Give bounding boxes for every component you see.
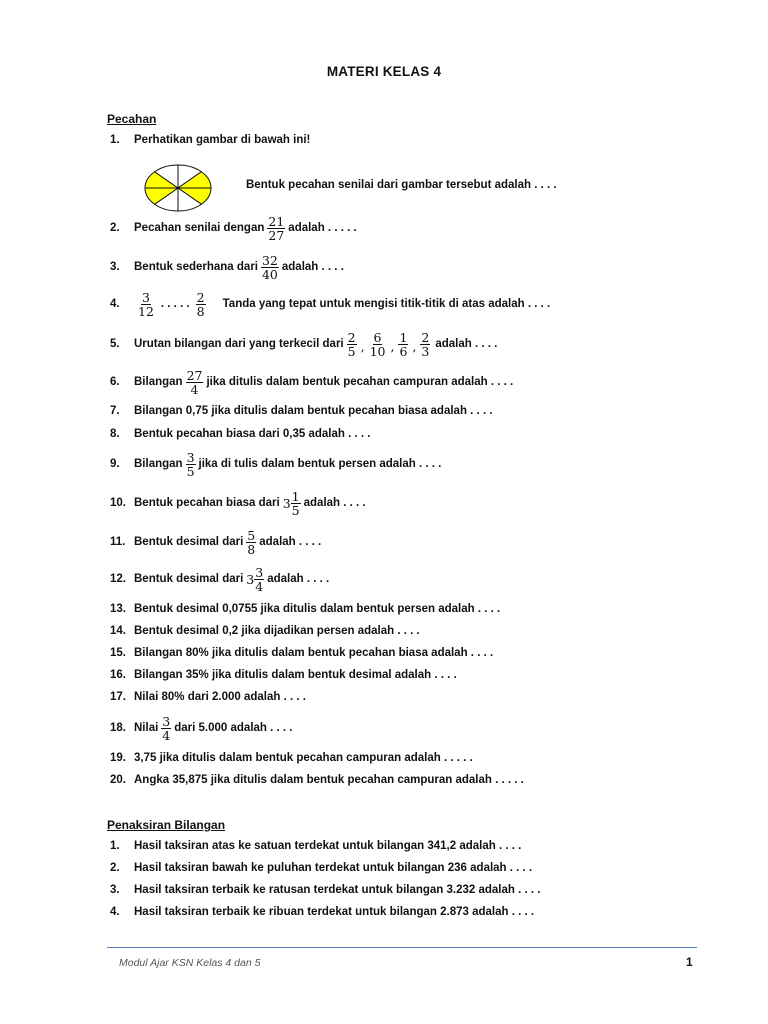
question-20 xyxy=(110,774,524,786)
page-number: 1 xyxy=(686,955,693,969)
question-post: dari 5.000 adalah . . . . xyxy=(174,722,293,734)
question-12 xyxy=(110,564,329,594)
question-number: 10. xyxy=(110,497,126,509)
question-text xyxy=(134,566,329,593)
question-number: 9. xyxy=(110,458,120,470)
question-6 xyxy=(110,367,513,397)
question-number: 12. xyxy=(110,573,126,585)
question-text xyxy=(134,451,441,478)
question-16 xyxy=(110,669,457,681)
question-text: Hasil taksiran atas ke satuan terdekat untuk bilangan 341,2 adalah . . . . xyxy=(134,840,522,852)
question-9 xyxy=(110,449,441,479)
question-text: Bentuk desimal 0,0755 jika ditulis dalam bentuk persen adalah . . . . xyxy=(134,603,501,615)
question-number: 11. xyxy=(110,536,126,548)
denominator: 6 xyxy=(399,343,408,359)
question-number: 4. xyxy=(110,298,120,310)
question-5 xyxy=(110,329,497,359)
denominator: 4 xyxy=(162,727,171,743)
fraction xyxy=(254,566,264,593)
question-11 xyxy=(110,527,321,557)
question-number: 3. xyxy=(110,261,120,273)
numerator: 2 xyxy=(196,289,205,305)
numerator: 1 xyxy=(399,329,408,345)
question-number: 6. xyxy=(110,376,120,388)
fraction xyxy=(347,331,357,358)
question-13 xyxy=(110,603,500,615)
question-number: 4. xyxy=(110,906,120,918)
separator: , xyxy=(390,338,395,354)
numerator: 3 xyxy=(255,564,264,580)
question-pre: Bentuk pecahan biasa dari xyxy=(134,497,280,509)
question-18 xyxy=(110,713,293,743)
question-pre: Urutan bilangan dari yang terkecil dari xyxy=(134,338,344,350)
question-number: 1. xyxy=(110,134,120,146)
estimation-question-1 xyxy=(110,840,521,852)
question-pre: Nilai xyxy=(134,722,159,734)
question-1 xyxy=(110,134,310,146)
question-text xyxy=(134,490,366,517)
section-heading-penaksiran: Penaksiran Bilangan xyxy=(107,818,226,832)
question-pre: Bentuk desimal dari xyxy=(134,573,244,585)
fraction xyxy=(291,490,301,517)
comparison-dots: . . . . . xyxy=(160,298,190,310)
question-text: Hasil taksiran bawah ke puluhan terdekat untuk bilangan 236 adalah . . . . xyxy=(134,862,533,874)
denominator: 40 xyxy=(261,266,278,282)
question-post: adalah . . . . xyxy=(259,536,322,548)
question-number: 14. xyxy=(110,625,126,637)
question-number: 8. xyxy=(110,428,120,440)
fraction xyxy=(261,254,279,281)
question-text: Perhatikan gambar di bawah ini! xyxy=(134,134,311,146)
question-8 xyxy=(110,428,370,440)
question-14 xyxy=(110,625,420,637)
denominator: 5 xyxy=(291,502,300,518)
separator: , xyxy=(412,338,417,354)
question-text xyxy=(134,715,293,742)
numerator: 5 xyxy=(247,527,256,543)
question-3 xyxy=(110,252,344,282)
numerator: 3 xyxy=(162,713,171,729)
question-pre: Pecahan senilai dengan xyxy=(134,222,265,234)
denominator: 8 xyxy=(247,541,256,557)
denominator: 27 xyxy=(268,227,285,243)
separator: , xyxy=(360,338,365,354)
question-7 xyxy=(110,405,493,417)
numerator: 3 xyxy=(186,449,195,465)
question-number: 19. xyxy=(110,752,126,764)
fraction xyxy=(267,215,285,242)
page-title: MATERI KELAS 4 xyxy=(326,64,442,79)
question-text: 3,75 jika ditulis dalam bentuk pecahan campuran adalah . . . . . xyxy=(134,752,473,764)
fraction xyxy=(186,369,204,396)
question-10 xyxy=(110,488,366,518)
numerator: 3 xyxy=(141,289,150,305)
fraction xyxy=(369,331,387,358)
question-number: 18. xyxy=(110,722,126,734)
pie-slices xyxy=(145,165,211,211)
question-pre: Bentuk desimal dari xyxy=(134,536,244,548)
question-17 xyxy=(110,691,306,703)
question-number: 16. xyxy=(110,669,126,681)
denominator: 3 xyxy=(421,343,430,359)
question-text: Bilangan 0,75 jika ditulis dalam bentuk pecahan biasa adalah . . . . xyxy=(134,405,493,417)
footer-divider xyxy=(107,947,697,948)
fraction xyxy=(420,331,430,358)
question-text xyxy=(134,215,357,242)
question-post: adalah . . . . xyxy=(267,573,330,585)
question-text xyxy=(134,254,344,281)
fraction xyxy=(186,451,196,478)
question-text: Hasil taksiran terbaik ke ribuan terdekat untuk bilangan 2.873 adalah . . . . xyxy=(134,906,535,918)
numerator: 27 xyxy=(186,367,203,383)
question-post: adalah . . . . xyxy=(435,338,498,350)
denominator: 8 xyxy=(196,303,205,319)
estimation-question-4 xyxy=(110,906,534,918)
numerator: 32 xyxy=(261,252,278,268)
fraction xyxy=(161,715,171,742)
question-text: Hasil taksiran terbaik ke ratusan terdekat untuk bilangan 3.232 adalah . . . . xyxy=(134,884,541,896)
question-text xyxy=(134,529,321,556)
question-pre: Bentuk sederhana dari xyxy=(134,261,258,273)
section-heading-pecahan: Pecahan xyxy=(107,112,157,126)
question-number: 3. xyxy=(110,884,120,896)
question-text xyxy=(134,291,550,318)
denominator: 4 xyxy=(190,381,199,397)
question-post: Tanda yang tepat untuk mengisi titik-titik di atas adalah . . . . xyxy=(222,298,551,310)
question-19 xyxy=(110,752,473,764)
footer-text: Modul Ajar KSN Kelas 4 dan 5 xyxy=(119,957,261,969)
numerator: 1 xyxy=(291,488,300,504)
numerator: 2 xyxy=(347,329,356,345)
denominator: 4 xyxy=(255,578,264,594)
denominator: 5 xyxy=(186,463,195,479)
denominator: 5 xyxy=(347,343,356,359)
whole-number: 3 xyxy=(246,571,255,587)
numerator: 21 xyxy=(268,213,285,229)
question-text: Bentuk desimal 0,2 jika dijadikan persen adalah . . . . xyxy=(134,625,420,637)
estimation-question-2 xyxy=(110,862,532,874)
question-post: adalah . . . . xyxy=(303,497,366,509)
question-number: 15. xyxy=(110,647,126,659)
question-number: 2. xyxy=(110,222,120,234)
question-pre: Bilangan xyxy=(134,376,183,388)
question-4 xyxy=(110,289,550,319)
fraction-pie-image xyxy=(143,163,213,213)
question-text: Angka 35,875 jika ditulis dalam bentuk pecahan campuran adalah . . . . . xyxy=(134,774,524,786)
question-number: 20. xyxy=(110,774,126,786)
question-text xyxy=(134,369,513,396)
question-number: 17. xyxy=(110,691,126,703)
question-post: jika ditulis dalam bentuk pecahan campuran adalah . . . . xyxy=(206,376,514,388)
question-2 xyxy=(110,213,357,243)
question-text xyxy=(134,331,497,358)
question-text: Bentuk pecahan biasa dari 0,35 adalah . . . . xyxy=(134,428,371,440)
question-text: Bilangan 35% jika ditulis dalam bentuk desimal adalah . . . . xyxy=(134,669,457,681)
question-text: Bilangan 80% jika ditulis dalam bentuk pecahan biasa adalah . . . . xyxy=(134,647,494,659)
question-post: adalah . . . . . xyxy=(288,222,357,234)
fraction xyxy=(196,291,206,318)
estimation-question-3 xyxy=(110,884,541,896)
question-15 xyxy=(110,647,493,659)
question-number: 13. xyxy=(110,603,126,615)
pie-caption: Bentuk pecahan senilai dari gambar tersebut adalah . . . . xyxy=(246,179,557,191)
question-pre: Bilangan xyxy=(134,458,183,470)
fraction xyxy=(398,331,408,358)
denominator: 10 xyxy=(369,343,386,359)
question-number: 1. xyxy=(110,840,120,852)
numerator: 2 xyxy=(421,329,430,345)
fraction xyxy=(137,291,155,318)
denominator: 12 xyxy=(138,303,154,319)
question-post: jika di tulis dalam bentuk persen adalah . . . . xyxy=(198,458,442,470)
question-text: Nilai 80% dari 2.000 adalah . . . . xyxy=(134,691,306,703)
fraction xyxy=(246,529,256,556)
numerator: 6 xyxy=(373,329,382,345)
question-number: 7. xyxy=(110,405,120,417)
question-number: 5. xyxy=(110,338,120,350)
question-number: 2. xyxy=(110,862,120,874)
question-post: adalah . . . . xyxy=(281,261,344,273)
whole-number: 3 xyxy=(282,495,291,511)
